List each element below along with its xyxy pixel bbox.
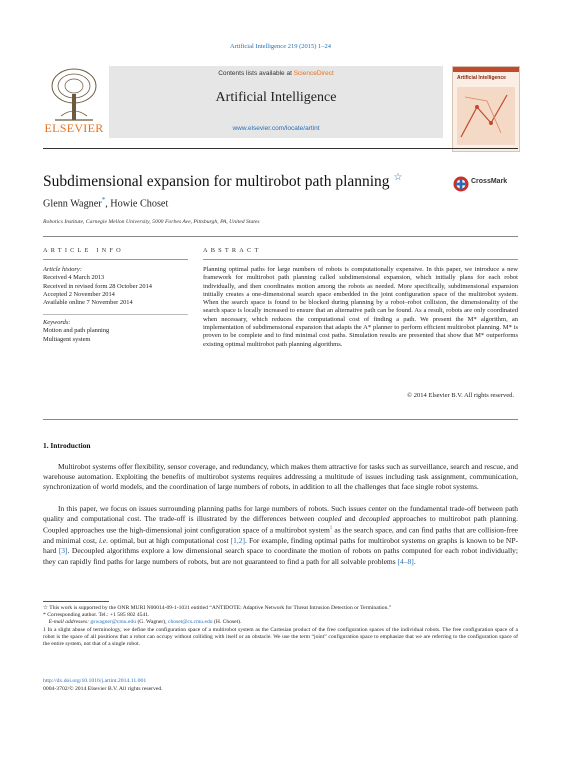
article-info-heading: ARTICLE INFO <box>43 247 124 254</box>
history-label: Article history: <box>43 266 82 273</box>
paragraph-text: and <box>341 514 359 524</box>
article-history <box>43 266 193 307</box>
paper-title-text: Subdimensional expansion for multirobot path planning <box>43 173 390 191</box>
footnote: * Corresponding author. Tel.: +1 585 802 4541. <box>43 612 150 619</box>
paragraph-text: optimal, but at high computational cost <box>108 536 231 546</box>
author-name: Howie Choset <box>110 198 169 210</box>
contents-line <box>109 70 443 77</box>
footnotes <box>43 605 518 648</box>
citation-link[interactable]: [3] <box>58 546 68 556</box>
publisher-name: ELSEVIER <box>44 121 104 135</box>
crossmark-badge[interactable] <box>453 176 519 192</box>
journal-title: Artificial Intelligence <box>215 90 337 105</box>
keyword: Motion and path planning <box>43 327 110 335</box>
citation-link[interactable]: [4–8] <box>397 556 414 566</box>
paragraph <box>43 504 518 567</box>
divider <box>203 259 518 260</box>
divider <box>43 314 188 315</box>
sciencedirect-link[interactable]: ScienceDirect <box>293 70 334 77</box>
footnote-link[interactable]: 1 <box>329 526 333 532</box>
section-heading: 1. Introduction <box>43 441 91 450</box>
doi-link[interactable]: http://dx.doi.org/10.1016/j.artint.2014.11.001 <box>43 678 147 684</box>
paragraph-text: In this paper, we focus on issues surrounding planning paths for large numbers of robots. Such issues center on the fundamental trade-off between path quality and computational cost. The trade-off is illustrated by the differences between <box>43 504 518 524</box>
contents-prefix: Contents lists available at <box>218 70 294 77</box>
keywords <box>43 319 193 344</box>
title-footnote-mark[interactable]: ☆ <box>393 172 403 183</box>
issn-copyright: 0004-3702/© 2014 Elsevier B.V. All rights reserved. <box>43 686 163 692</box>
email-link[interactable]: choset@cs.cmu.edu <box>167 619 213 626</box>
cover-band <box>453 67 519 72</box>
email-label: E-mail addresses: <box>48 619 91 626</box>
paragraph-text: . Decoupled algorithms explore a low dimensional search space to coordinate the motion of robots on paths computed for each robot individually; they can rapidly find paths for large numbers of robots, but are not guaranteed to find a path for all solvable problems <box>43 546 518 566</box>
elsevier-logo <box>43 66 105 136</box>
keyword: Multiagent system <box>43 335 91 343</box>
footnote-text: (H. Choset). <box>212 619 242 626</box>
paragraph-text: approaches to multirobot path planning. Coupled approaches use the high-dimensional joint configuration space of a multirobot system <box>43 514 519 535</box>
divider <box>43 236 518 237</box>
author-separator: , <box>105 198 111 210</box>
emphasis: decoupled <box>358 514 390 524</box>
elsevier-tree-icon <box>49 66 99 122</box>
email-link[interactable]: gswagner@cmu.edu <box>90 619 137 626</box>
history-item: Accepted 2 November 2014 <box>43 290 115 298</box>
abstract-heading: ABSTRACT <box>203 247 262 254</box>
footnote: 1 In a slight abuse of terminology, we define the configuration space of a multirobot system as the Cartesian product of the free configuration spaces of the individual robots. The free configuration space of a robot is the space of all positions that a robot can occupy without colliding with itself or an obstacle. We use the term “joint” configuration space to emphasize that we are referring to the configuration space of the entire system, not that of a single robot. <box>43 626 518 648</box>
crossmark-icon <box>453 176 469 192</box>
journal-reference[interactable]: Artificial Intelligence 219 (2015) 1–24 <box>229 43 332 50</box>
emphasis: coupled <box>317 514 342 524</box>
divider <box>43 259 188 260</box>
citation-link[interactable]: [1,2] <box>230 536 246 546</box>
header-rule <box>43 148 518 149</box>
crossmark-label: CrossMark <box>471 178 508 185</box>
cover-title: Artificial Intelligence <box>457 75 506 81</box>
paper-title <box>43 172 402 191</box>
journal-url-link[interactable]: www.elsevier.com/locate/artint <box>232 125 320 132</box>
paragraph-text: as the search space, and can find paths that are collision-free and minimal cost, <box>43 525 518 546</box>
footnote: ☆ This work is supported by the ONR MURI N00014-09-1-1031 entitled “ANTIDOTE: Adaptive Network for Threat Intrusion Detection or Termination.” <box>43 605 392 611</box>
corresponding-author-mark[interactable]: * <box>101 196 106 204</box>
history-item: Available online 7 November 2014 <box>43 299 133 307</box>
history-item: Received 4 March 2013 <box>43 274 105 282</box>
author-list <box>43 196 168 209</box>
abstract-copyright: © 2014 Elsevier B.V. All rights reserved. <box>407 392 514 399</box>
emphasis: i.e. <box>98 536 109 546</box>
divider <box>43 419 518 420</box>
keywords-label: Keywords: <box>43 319 71 326</box>
cover-art <box>457 87 515 145</box>
footnote-rule <box>43 601 109 602</box>
footnote <box>43 619 518 626</box>
history-item: Received in revised form 28 October 2014 <box>43 282 152 290</box>
journal-header-box <box>109 66 443 138</box>
paragraph <box>43 462 518 493</box>
affiliation: Robotics Institute, Carnegie Mellon University, 5000 Forbes Ave, Pittsburgh, PA, United States <box>43 219 260 225</box>
author-name: Glenn Wagner <box>43 198 102 210</box>
paragraph-text: . For example, finding optimal paths for multirobot systems on graphs is known to be NP-hard <box>43 536 518 556</box>
paragraph-text: . <box>413 556 416 566</box>
abstract-text: Planning optimal paths for large numbers of robots is computationally expensive. In this paper, we introduce a new framework for multirobot path planning called subdimensional expansion, which initially plans for each robot individually, and then coordinates motion among the robots as needed. More specifically, subdimensional expansion initially creates a one-dimensional search space embedded in the joint configuration space of the multirobot system. When the search space is found to be blocked during planning by a robot–robot collision, the dimensionality of the search space is locally increased to ensure that an alternative path can be found. As a result, robots are only coordinated when necessary, which reduces the computational cost of finding a path. We present the M* algorithm, an implementation of subdimensional expansion that adapts the A* planner to perform efficient multirobot planning. M* is proven to be complete and to find minimal cost paths. Simulation results are presented that show that M* outperforms existing optimal multirobot path planning algorithms. <box>203 266 518 348</box>
paragraph-text: Multirobot systems offer flexibility, sensor coverage, and redundancy, which makes them attractive for tasks such as surveillance, search and rescue, and warehouse automation. Exploiting the benefits of multirobot systems requires addressing a multitude of issues including task assignment, communication, synchronization of world models, and the coordination of large numbers of robots, in addition to all the challenges that face single robot systems. <box>43 462 518 492</box>
footnote-text: (G. Wagner), <box>136 619 168 626</box>
journal-cover-image <box>452 66 520 152</box>
